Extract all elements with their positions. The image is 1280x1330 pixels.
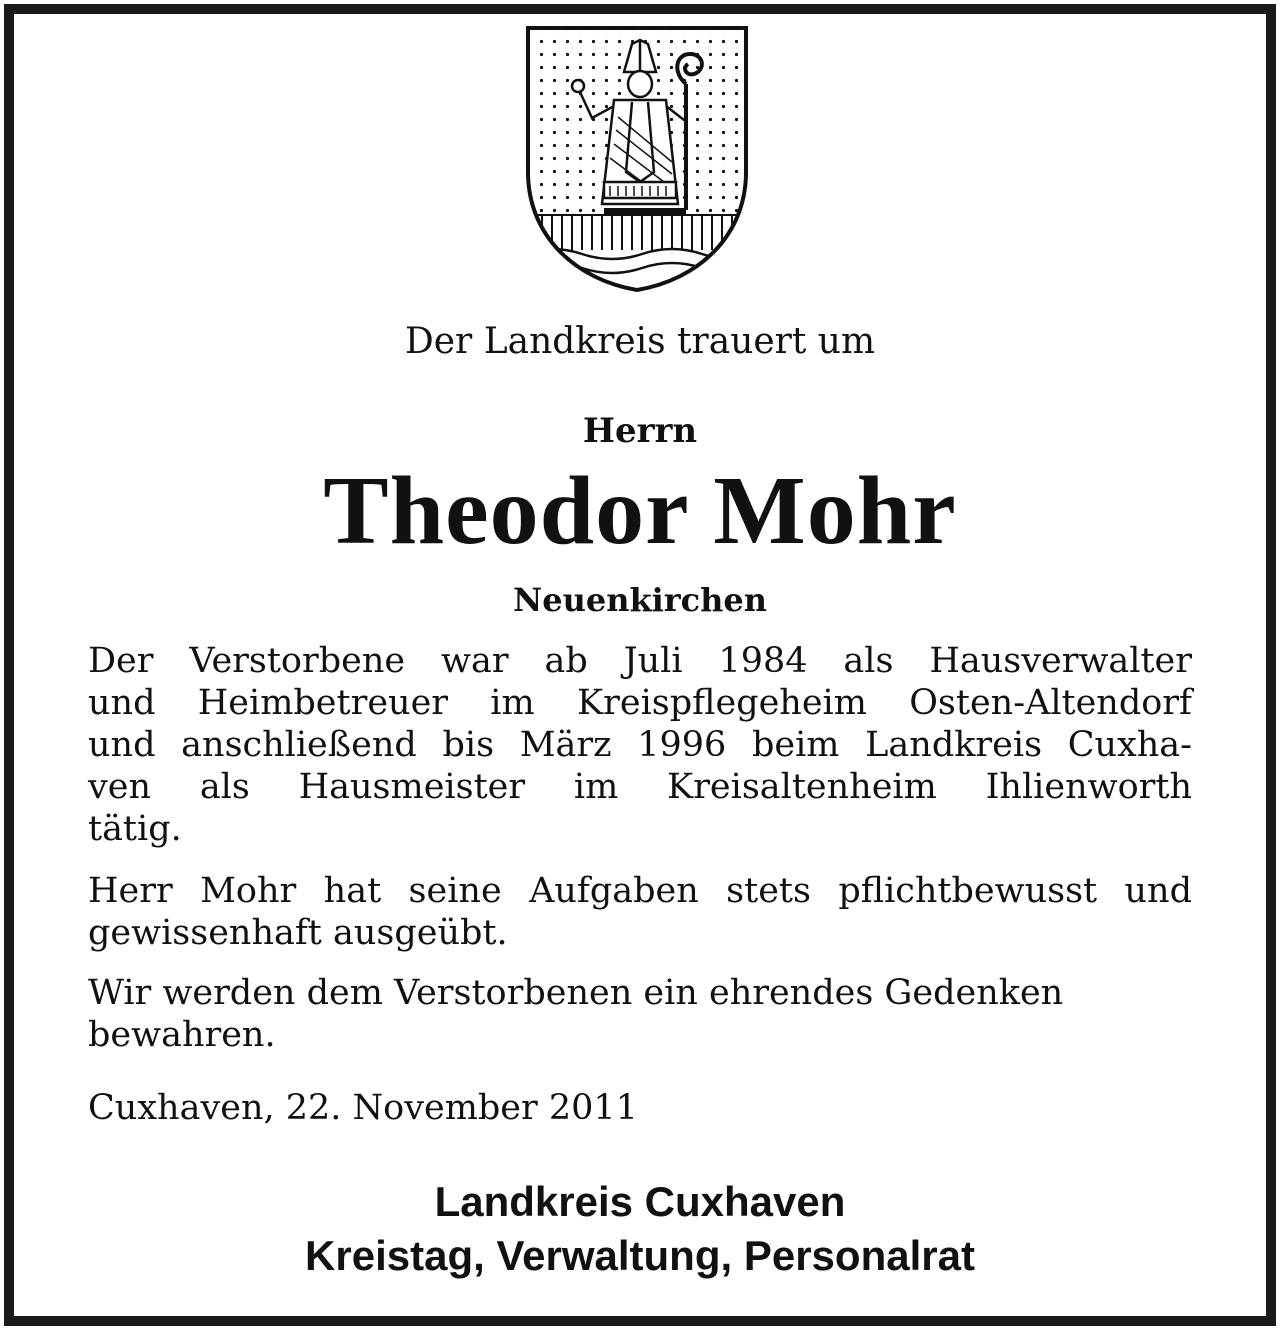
- paragraph-line: bewahren.: [88, 1015, 276, 1055]
- place-of-residence: Neuenkirchen: [512, 581, 768, 619]
- paragraph-line: Der Verstorbene war ab Juli 1984 als Hausverwalter: [88, 641, 1192, 681]
- paragraph-line: gewissenhaft ausgeübt.: [88, 913, 508, 953]
- paragraph-line: Wir werden dem Verstorbenen ein ehrendes Gedenken: [88, 973, 1064, 1013]
- paragraph-line: Herr Mohr hat seine Aufgaben stets pflichtbewusst und: [88, 871, 1192, 911]
- paragraph-line: und Heimbetreuer im Kreispflegeheim Osten-Altendorf: [88, 683, 1192, 723]
- salutation: Herrn: [582, 411, 698, 451]
- paragraph-duties: [88, 870, 1192, 954]
- deceased-name: Theodor Mohr: [323, 457, 957, 565]
- date-line: Cuxhaven, 22. November 2011: [88, 1088, 638, 1128]
- paragraph-remembrance: [88, 972, 1192, 1056]
- paragraph-line: und anschließend bis März 1996 beim Landkreis Cuxha-: [88, 725, 1192, 765]
- signature-bodies: Kreistag, Verwaltung, Personalrat: [305, 1232, 975, 1279]
- paragraph-line: ven als Hausmeister im Kreisaltenheim Ihlienworth: [88, 767, 1192, 807]
- bishop-coat-of-arms-icon: [522, 22, 752, 294]
- paragraph-career: [88, 640, 1192, 850]
- mourns-line: Der Landkreis trauert um: [404, 321, 876, 362]
- paragraph-line: tätig.: [88, 809, 182, 849]
- signature-organization: Landkreis Cuxhaven: [434, 1178, 846, 1225]
